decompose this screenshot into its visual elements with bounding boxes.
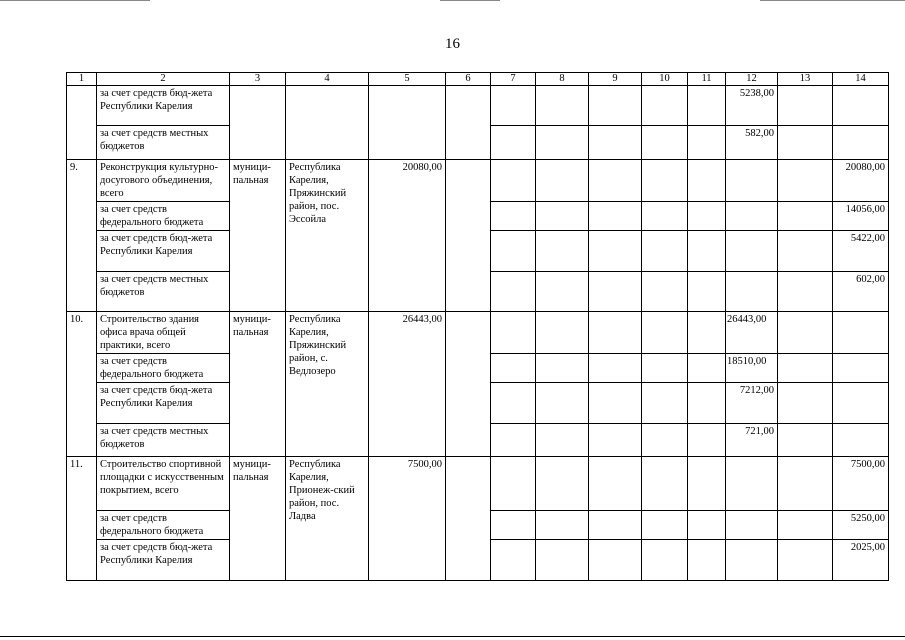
location: Республика Карелия, Прионеж-ский район, пос. Ладва [286, 457, 369, 581]
col-header: 9 [589, 73, 642, 86]
cell-col12 [726, 540, 778, 581]
col-header: 7 [491, 73, 536, 86]
cell-col12: 7212,00 [726, 383, 778, 424]
col-header: 1 [67, 73, 97, 86]
total-cost: 26443,00 [369, 312, 446, 457]
table-row [67, 457, 889, 511]
cell-col12: 18510,00 [726, 354, 778, 383]
row-label: Реконструкция культурно-досугового объединения, всего [97, 160, 230, 202]
col-header: 6 [446, 73, 491, 86]
cell-col14: 20080,00 [833, 160, 889, 202]
cell-col12 [726, 457, 778, 511]
cell-col12: 5238,00 [726, 86, 778, 126]
cell-col14: 5422,00 [833, 231, 889, 272]
column-number-row [67, 73, 889, 86]
cell-col14: 7500,00 [833, 457, 889, 511]
row-label: за счет средств местных бюджетов [97, 272, 230, 312]
col-header: 5 [369, 73, 446, 86]
item-number: 11. [67, 457, 97, 581]
location: Республика Карелия, Пряжинский район, пос. Эссойла [286, 160, 369, 312]
cell-col14 [833, 354, 889, 383]
table-row [67, 86, 889, 126]
cell-col12 [726, 160, 778, 202]
cell-col14: 2025,00 [833, 540, 889, 581]
ownership: муници-пальная [230, 312, 286, 457]
cell-col12 [726, 231, 778, 272]
col-header: 11 [688, 73, 726, 86]
row-label: за счет средств бюд-жета Республики Карелия [97, 540, 230, 581]
table-row [67, 160, 889, 202]
cell-col14: 5250,00 [833, 511, 889, 540]
col-header: 8 [536, 73, 589, 86]
ownership: муници-пальная [230, 457, 286, 581]
row-label: за счет средств бюд-жета Республики Карелия [97, 231, 230, 272]
item-number: 10. [67, 312, 97, 457]
col-header: 2 [97, 73, 230, 86]
col-header: 14 [833, 73, 889, 86]
total-cost: 7500,00 [369, 457, 446, 581]
col-header: 3 [230, 73, 286, 86]
cell-col12 [726, 202, 778, 231]
row-label: Строительство спортивной площадки с искусственным покрытием, всего [97, 457, 230, 511]
investment-table [66, 72, 889, 581]
row-label: за счет средств бюд-жета Республики Карелия [97, 383, 230, 424]
col-header: 10 [642, 73, 688, 86]
row-label: за счет средств федерального бюджета [97, 354, 230, 383]
cell-col12 [726, 511, 778, 540]
row-label: за счет средств федерального бюджета [97, 511, 230, 540]
cell-col14: 602,00 [833, 272, 889, 312]
cell-col12: 721,00 [726, 424, 778, 457]
col-header: 13 [778, 73, 833, 86]
cell-col14: 14056,00 [833, 202, 889, 231]
cell-col12: 582,00 [726, 126, 778, 160]
table-row [67, 312, 889, 354]
cell-col12 [726, 272, 778, 312]
row-label: за счет средств местных бюджетов [97, 424, 230, 457]
col-header: 12 [726, 73, 778, 86]
location: Республика Карелия, Пряжинский район, с. Ведлозеро [286, 312, 369, 457]
bottom-edge [0, 636, 905, 637]
row-label: за счет средств бюд-жета Республики Карелия [97, 86, 230, 126]
row-label: за счет средств местных бюджетов [97, 126, 230, 160]
row-label: Строительство здания офиса врача общей практики, всего [97, 312, 230, 354]
ownership: муници-пальная [230, 160, 286, 312]
cell-col14 [833, 383, 889, 424]
col-header: 4 [286, 73, 369, 86]
cell-col12: 26443,00 [726, 312, 778, 354]
page-number: 16 [445, 36, 460, 52]
top-edge [0, 0, 905, 2]
row-label: за счет средств федерального бюджета [97, 202, 230, 231]
cell-col14 [833, 424, 889, 457]
cell-col14 [833, 312, 889, 354]
total-cost: 20080,00 [369, 160, 446, 312]
item-number: 9. [67, 160, 97, 312]
